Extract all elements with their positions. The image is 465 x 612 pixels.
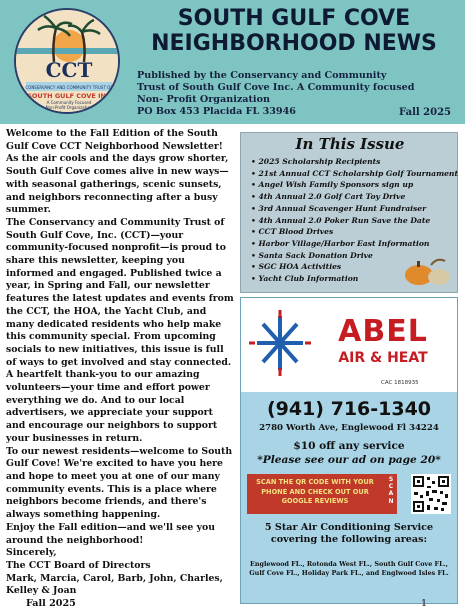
letter-paragraph: A heartfelt thank-you to our amazing volunteers—your time and effort power everything we do. And to our local advertisers, we appreciate your support and encourage our neighbors to support your businesses in return.: [6, 369, 218, 444]
letter-paragraph: As the air cools and the days grow shorter, South Gulf Cove comes alive in new ways—with seasonal gatherings, scenic sunsets, and neighbors reconnecting after a busy summer.: [6, 153, 229, 216]
issue-season: Fall 2025: [399, 107, 451, 118]
title-line-2: NEIGHBORHOOD NEWS: [151, 31, 437, 56]
ad-brand-subtitle: AIR & HEAT: [338, 350, 428, 366]
abel-air-heat-ad[interactable]: [240, 297, 458, 604]
logo-line4: Non-Profit Organization: [45, 105, 93, 110]
scan-instructions: SCAN THE QR CODE WITH YOUR PHONE AND CHECK OUT OUR GOOGLE REVIEWS: [256, 478, 374, 505]
logo-line3: A Community Focused: [46, 100, 92, 105]
page-number: 1: [421, 598, 428, 609]
cct-logo: [14, 8, 120, 114]
ad-see-page: *Please see our ad on page 20*: [257, 454, 441, 466]
issue-item: • Yacht Club Information: [251, 273, 457, 285]
in-this-issue-title: In This Issue: [295, 135, 405, 153]
newsletter-title: [128, 6, 460, 56]
palm-tree-sunset-icon: [16, 10, 120, 114]
issue-item: • 4th Annual 2.0 Poker Run Save the Date: [251, 215, 457, 227]
publisher-line-3: Non- Profit Organization: [137, 94, 270, 105]
scan-side-label: S C A N: [388, 476, 394, 505]
issue-item: • CCT Blood Drives: [251, 226, 457, 238]
issue-item: • 2025 Scholarship Recipients: [251, 156, 457, 168]
logo-initials: CCT: [45, 58, 93, 82]
ad-brand-panel: [241, 298, 457, 392]
ad-address: 2780 Worth Ave, Englewood Fl 34224: [259, 423, 439, 433]
issue-item: • Angel Wish Family Sponsors sign up: [251, 179, 457, 191]
publisher-line-1: Published by the Conservancy and Community: [137, 70, 387, 81]
welcome-letter: [6, 128, 234, 598]
publisher-address: PO Box 453 Placida FL 33946: [137, 106, 296, 117]
publisher-line-2: Trust of South Gulf Cove Inc. A Community focused: [137, 82, 415, 93]
ad-brand-name: ABEL: [338, 314, 428, 349]
in-this-issue-box: [240, 132, 458, 293]
issue-item: • 3rd Annual Scavenger Hunt Fundraiser: [251, 203, 457, 215]
issue-item: • 21st Annual CCT Scholarship Golf Tournament: [251, 168, 457, 180]
letter-paragraph: Welcome to the Fall Edition of the South Gulf Cove CCT Neighborhood Newsletter!: [6, 128, 223, 152]
issue-item: • SGC HOA Activities: [251, 261, 457, 273]
letter-paragraph: Enjoy the Fall edition—and we'll see you around the neighborhood!: [6, 521, 215, 546]
ad-service-areas: Englewood FL., Rotonda West FL., South Gulf Cove FL., Gulf Cove FL., Holiday Park FL., and Englwood Isles FL.: [249, 560, 449, 577]
ad-service-text: 5 Star Air Conditioning Service covering the following areas:: [264, 522, 434, 545]
ad-phone[interactable]: (941) 716-1340: [266, 398, 432, 420]
ad-license: CAC 1818935: [381, 380, 419, 386]
pumpkin-icon: [401, 251, 453, 287]
snowflake-sun-icon: [249, 308, 311, 378]
logo-line2: SOUTH GULF COVE INC: [27, 92, 111, 100]
letter-signature: The CCT Board of Directors: [6, 559, 151, 571]
footer-season: Fall 2025: [26, 598, 76, 609]
ad-offer: $10 off any service: [293, 440, 405, 452]
scan-qr-banner: [247, 474, 397, 514]
masthead: [0, 0, 465, 124]
qr-code-icon[interactable]: [411, 474, 451, 514]
letter-paragraph: To our newest residents—welcome to South Gulf Cove! We're excited to have you here and hope to meet you at one of our many community events. This is a place where neighbors become friends, and there's always something happening.: [6, 445, 233, 521]
issue-item: • 4th Annual 2.0 Golf Cart Toy Drive: [251, 191, 457, 203]
letter-paragraph: The Conservancy and Community Trust of South Gulf Cove, Inc. (CCT)—your community-focused nonprofit—is proud to share this newsletter, keeping you informed and engaged. Published twice a year, in Spring and Fall, our newsletter features the latest updates and events from the CCT, the HOA, the Yacht Club, and many dedicated residents who help make this community special. From upcoming socials to new initiatives, this issue is full of ways to get involved and stay connected.: [6, 216, 234, 368]
logo-line1: CONSERVANCY AND COMMUNITY TRUST OF: [25, 85, 113, 90]
issue-item: • Harbor Village/Harbor East Information: [251, 238, 457, 250]
letter-names: Mark, Marcia, Carol, Barb, John, Charles, Kelley & Joan: [6, 572, 223, 597]
letter-closing: Sincerely,: [6, 547, 57, 559]
title-line-1: SOUTH GULF COVE: [177, 6, 411, 31]
issue-item: • Santa Sack Donation Drive: [251, 250, 457, 262]
